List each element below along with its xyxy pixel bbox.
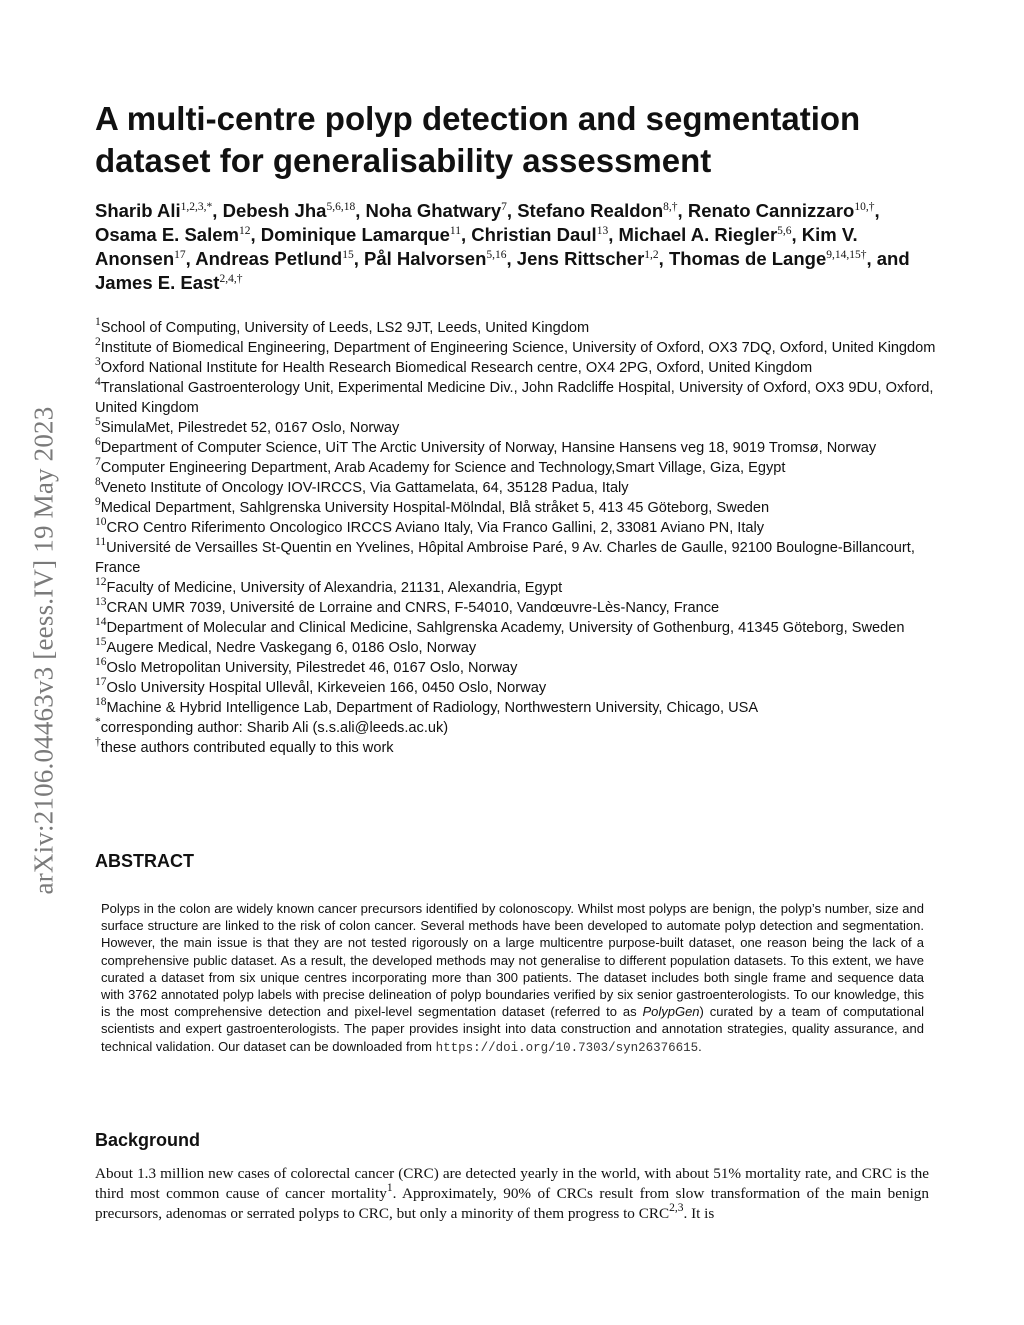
- affiliation-item: [95, 678, 940, 698]
- affiliation-item: [95, 338, 940, 358]
- author-name: Thomas de Lange: [668, 248, 827, 269]
- author-name: Kim V. Anonsen: [95, 224, 858, 269]
- affiliation-text: Faculty of Medicine, University of Alexandria, 21131, Alexandria, Egypt: [106, 580, 563, 596]
- affiliation-item: [95, 638, 940, 658]
- affiliation-mark: *: [95, 716, 101, 728]
- author-affiliation-mark: 2,4,†: [219, 273, 243, 285]
- affiliation-mark: 2: [95, 336, 101, 348]
- affiliation-text: Department of Molecular and Clinical Medicine, Sahlgrenska Academy, University of Gothenburg, 41345 Göteborg, Sweden: [106, 620, 905, 636]
- affiliation-mark: 13: [95, 596, 107, 608]
- author-affiliation-mark: 13: [596, 225, 609, 237]
- abstract-text: [101, 900, 924, 1057]
- author-separator: ,: [677, 200, 688, 221]
- affiliation-mark: 6: [95, 436, 101, 448]
- affiliation-text: CRO Centro Riferimento Oncologico IRCCS Aviano Italy, Via Franco Gallini, 2, 33081 Aviano PN, Italy: [106, 520, 765, 536]
- author-affiliation-mark: 9,14,15†: [826, 249, 867, 261]
- author-name: Renato Cannizzaro: [687, 200, 855, 221]
- author-affiliation-mark: 11: [449, 225, 461, 237]
- affiliation-text: Medical Department, Sahlgrenska University Hospital-Mölndal, Blå stråket 5, 413 45 Göteborg, Sweden: [100, 500, 770, 516]
- author-separator: ,: [506, 248, 517, 269]
- affiliation-text: Université de Versailles St-Quentin en Yvelines, Hôpital Ambroise Paré, 9 Av. Charles de Gaulle, 92100 Boulogne-Billancourt, France: [95, 540, 915, 576]
- author-separator: ,: [355, 200, 366, 221]
- author-separator: ,: [506, 200, 518, 221]
- affiliation-item: [95, 318, 940, 338]
- affiliation-text: Oslo Metropolitan University, Pilestredet 46, 0167 Oslo, Norway: [106, 660, 518, 676]
- author-affiliation-mark: 5,6: [777, 225, 792, 237]
- title-line-2: dataset for generalisability assessment: [95, 142, 712, 179]
- author-separator: ,: [353, 248, 365, 269]
- author-affiliation-mark: 5,16: [486, 249, 507, 261]
- author-affiliation-mark: 5,6,18: [326, 201, 356, 213]
- arxiv-identifier: arXiv:2106.04463v3 [eess.IV] 19 May 2023: [28, 406, 59, 894]
- author-affiliation-mark: 10,†: [854, 201, 875, 213]
- author-separator: , and: [866, 248, 910, 269]
- affiliation-item: [95, 498, 940, 518]
- abstract-end: .: [698, 1038, 702, 1054]
- author-affiliation-mark: 1,2: [644, 249, 659, 261]
- abstract-body-2: ) curated by a team of computational scientists and expert gastroenterologists. The paper provides insight into data construction and annotation strategies, quality assurance, and technical validation. Our dataset can be downloaded from: [101, 1004, 924, 1054]
- author-name: Osama E. Salem: [95, 224, 239, 245]
- affiliation-mark: †: [95, 736, 101, 748]
- affiliation-item: [95, 518, 940, 538]
- author-affiliation-mark: 15: [342, 249, 354, 261]
- affiliation-mark: 12: [95, 576, 107, 588]
- affiliation-mark: 16: [95, 656, 107, 668]
- affiliation-item: [95, 538, 940, 578]
- affiliation-text: SimulaMet, Pilestredet 52, 0167 Oslo, Norway: [100, 420, 400, 436]
- background-heading: Background: [95, 1130, 201, 1150]
- affiliation-item: [95, 698, 940, 718]
- affiliation-mark: 4: [95, 376, 101, 388]
- affiliation-text: CRAN UMR 7039, Université de Lorraine and CNRS, F-54010, Vandœuvre-Lès-Nancy, France: [106, 600, 720, 616]
- affiliation-text: Oslo University Hospital Ullevål, Kirkeveien 166, 0450 Oslo, Norway: [106, 680, 547, 696]
- affiliation-mark: 1: [95, 316, 101, 328]
- affiliation-item: [95, 658, 940, 678]
- affiliation-item: [95, 418, 940, 438]
- author-name: Dominique Lamarque: [260, 224, 450, 245]
- affiliation-item: [95, 478, 940, 498]
- background-body-2: . Approximately, 90% of CRCs result from slow transformation of the main benign precursors, adenomas or serrated polyps to CRC, but only a minority of them progress to CRC: [95, 1185, 929, 1222]
- affiliation-text: Veneto Institute of Oncology IOV-IRCCS, Via Gattamelata, 64, 35128 Padua, Italy: [100, 480, 629, 496]
- affiliation-mark: 9: [95, 496, 101, 508]
- author-separator: ,: [791, 224, 802, 245]
- author-name: Jens Rittscher: [516, 248, 645, 269]
- author-affiliation-mark: 12: [238, 225, 251, 237]
- affiliation-mark: 17: [95, 676, 107, 688]
- affiliation-item: [95, 598, 940, 618]
- author-separator: ,: [185, 248, 196, 269]
- affiliation-mark: 7: [95, 456, 101, 468]
- affiliation-mark: 11: [95, 536, 107, 548]
- affiliation-text: Computer Engineering Department, Arab Academy for Science and Technology,Smart Village, Giza, Egypt: [100, 460, 786, 476]
- affiliation-text: Augere Medical, Nedre Vaskegang 6, 0186 Oslo, Norway: [106, 640, 477, 656]
- arxiv-sidebar: [22, 340, 66, 960]
- author-name: James E. East: [95, 272, 220, 293]
- affiliation-text: these authors contributed equally to this work: [100, 740, 394, 756]
- affiliation-item: [95, 578, 940, 598]
- affiliation-mark: 3: [95, 356, 101, 368]
- affiliation-mark: 10: [95, 516, 107, 528]
- affiliation-text: Translational Gastroenterology Unit, Experimental Medicine Div., John Radcliffe Hospital, University of Oxford, OX3 9DU, Oxford, United Kingdom: [95, 380, 934, 416]
- author-affiliation-mark: 7: [501, 201, 507, 213]
- author-affiliation-mark: 1,2,3,*: [180, 201, 213, 213]
- affiliation-item: [95, 438, 940, 458]
- affiliation-item: [95, 718, 940, 738]
- author-separator: ,: [658, 248, 669, 269]
- author-name: Noha Ghatwary: [365, 200, 502, 221]
- affiliation-list: [95, 318, 940, 758]
- background-body-1: About 1.3 million new cases of colorectal cancer (CRC) are detected yearly in the world, with about 51% mortality rate, and CRC is the third most common cause of cancer mortality: [95, 1165, 929, 1202]
- affiliation-mark: 8: [95, 476, 101, 488]
- author-separator: ,: [874, 200, 880, 221]
- author-separator: ,: [250, 224, 261, 245]
- affiliation-item: [95, 358, 940, 378]
- abstract-body-1: Polyps in the colon are widely known cancer precursors identified by colonoscopy. Whilst most polyps are benign, the polyp’s number, size and surface structure are linked to the risk of colon cancer. Several methods have been developed to automate polyp detection and segmentation. However, the main issue is that they are not tested rigorously on a large multicentre purpose-built dataset, one reason being the lack of a comprehensive public dataset. As a result, the developed methods may not generalise to different population datasets. To this extent, we have curated a dataset from six unique centres incorporating more than 300 patients. The dataset includes both single frame and sequence data with 3762 annotated polyp labels with precise delineation of polyp boundaries verified by six senior gastroenterologists. To our knowledge, this is the most comprehensive detection and pixel-level segmentation dataset (referred to as: [101, 901, 924, 1020]
- author-separator: ,: [608, 224, 619, 245]
- author-name: Christian Daul: [471, 224, 597, 245]
- dataset-download-link[interactable]: https://doi.org/10.7303/syn26376615: [435, 1040, 699, 1055]
- author-separator: ,: [460, 224, 472, 245]
- affiliation-text: Oxford National Institute for Health Research Biomedical Research centre, OX4 2PG, Oxford, United Kingdom: [100, 360, 813, 376]
- affiliation-mark: 14: [95, 616, 107, 628]
- affiliation-item: [95, 458, 940, 478]
- affiliation-item: [95, 618, 940, 638]
- author-name: Andreas Petlund: [195, 248, 343, 269]
- affiliation-mark: 18: [95, 696, 107, 708]
- background-body-3: . It is: [683, 1205, 715, 1222]
- author-name: Pål Halvorsen: [364, 248, 487, 269]
- abstract-heading: ABSTRACT: [95, 851, 194, 871]
- background-text: [95, 1164, 929, 1224]
- affiliation-text: Machine & Hybrid Intelligence Lab, Department of Radiology, Northwestern University, Chicago, USA: [106, 700, 759, 716]
- affiliation-item: [95, 378, 940, 418]
- affiliation-mark: 15: [95, 636, 107, 648]
- affiliation-text: Institute of Biomedical Engineering, Department of Engineering Science, University of Oxford, OX3 7DQ, Oxford, United Kingdom: [100, 340, 936, 356]
- paper-title: [95, 98, 935, 182]
- citation-ref[interactable]: 1: [386, 1182, 393, 1194]
- affiliation-text: corresponding author: Sharib Ali (s.s.ali@leeds.ac.uk): [100, 720, 449, 736]
- author-affiliation-mark: 17: [174, 249, 186, 261]
- author-affiliation-mark: 8,†: [663, 201, 678, 213]
- author-name: Michael A. Riegler: [618, 224, 778, 245]
- citation-ref[interactable]: 2,3: [669, 1202, 684, 1214]
- author-name: Stefano Realdon: [517, 200, 664, 221]
- dataset-name: PolypGen: [642, 1004, 700, 1020]
- author-separator: ,: [212, 200, 223, 221]
- author-list: [95, 199, 935, 295]
- affiliation-text: Department of Computer Science, UiT The Arctic University of Norway, Hansine Hansens veg 18, 9019 Tromsø, Norway: [100, 440, 877, 456]
- author-name: Debesh Jha: [222, 200, 327, 221]
- affiliation-text: School of Computing, University of Leeds, LS2 9JT, Leeds, United Kingdom: [100, 320, 590, 336]
- author-name: Sharib Ali: [95, 200, 181, 221]
- affiliation-mark: 5: [95, 416, 101, 428]
- affiliation-item: [95, 738, 940, 758]
- title-line-1: A multi-centre polyp detection and segmentation: [95, 100, 861, 137]
